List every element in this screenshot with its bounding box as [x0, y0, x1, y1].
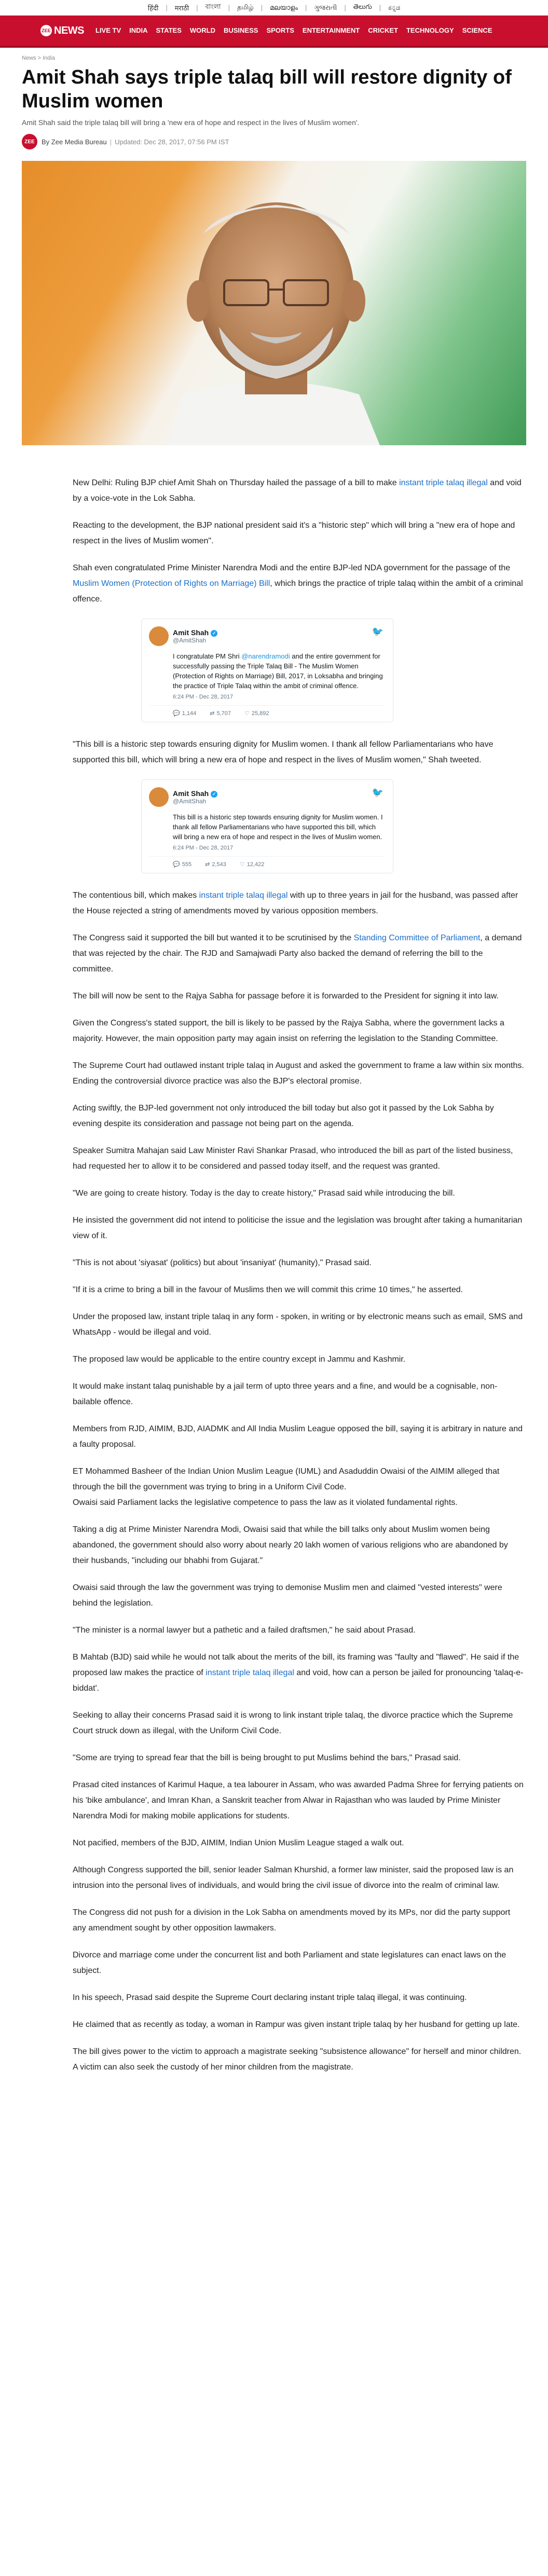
article-paragraph: Owaisi said through the law the government was trying to demonise Muslim men and claimed "vested interests" were behind the legislation.: [73, 1583, 502, 1608]
article-paragraph: "The minister is a normal lawyer but a pathetic and a failed draftsmen," he said about Prasad.: [73, 1626, 416, 1635]
breadcrumb-section[interactable]: India: [43, 55, 55, 61]
author-name[interactable]: By Zee Media Bureau: [42, 138, 107, 146]
nav-menu: [91, 15, 497, 47]
article-link[interactable]: instant triple talaq illegal: [199, 891, 288, 900]
article-paragraph: Seeking to allay their concerns Prasad said it is wrong to link instant triple talaq, the divorce practice which the Supreme Court struck down as illegal, with the Uniform Civil Code.: [73, 1711, 513, 1735]
nav-item-business[interactable]: BUSINESS: [223, 26, 258, 34]
tweet-mention-link[interactable]: @narendramodi: [241, 652, 290, 660]
tweet-like[interactable]: ♡ 12,422: [239, 861, 265, 868]
article-paragraph: The contentious bill, which makes instant triple talaq illegal with up to three years in jail for the husband, was passed after the House rejected a string of amendments moved by various opposition members.: [73, 891, 518, 915]
reply-icon: 💬: [173, 861, 180, 868]
site-logo[interactable]: [40, 25, 84, 37]
heart-icon: ♡: [239, 861, 245, 868]
reply-icon: 💬: [173, 710, 180, 717]
nav-item-technology[interactable]: TECHNOLOGY: [406, 26, 454, 34]
article-paragraph: New Delhi: Ruling BJP chief Amit Shah on Thursday hailed the passage of a bill to make instant triple talaq illegal and void by a voice-vote in the Lok Sabha.: [73, 478, 522, 503]
language-link[interactable]: తెలుగు: [353, 3, 372, 10]
hero-image: [22, 161, 526, 445]
tweet-reply[interactable]: 💬 555: [173, 861, 192, 868]
tweet-handle[interactable]: @AmitShah: [173, 637, 207, 644]
retweet-icon: ⇄: [210, 710, 215, 717]
article-paragraph: It would make instant talaq punishable by a jail term of upto three years and a fine, and would be a cognisable, non-bailable offence.: [73, 1382, 498, 1406]
updated-timestamp: Updated: Dec 28, 2017, 07:56 PM IST: [115, 138, 229, 146]
nav-item-world[interactable]: WORLD: [189, 26, 215, 34]
embedded-tweet[interactable]: [141, 779, 393, 873]
tweet-actions: [149, 856, 383, 868]
breadcrumb-home[interactable]: News: [22, 55, 36, 61]
article-paragraph: Shah even congratulated Prime Minister Narendra Modi and the entire BJP-led NDA government for the passage of the Muslim Women (Protection of Rights on Marriage) Bill, which brings the practice of triple talaq within the ambit of a criminal offence.: [73, 564, 523, 604]
tweet-timestamp[interactable]: 6:24 PM - Dec 28, 2017: [173, 694, 234, 700]
article-paragraph: The Congress said it supported the bill but wanted it to be scrutinised by the Standing Committee of Parliament, a demand that was rejected by the chair. The RJD and Samajwadi Party also backed the demand of referring the bill to the committee.: [73, 934, 522, 974]
article-paragraph: ET Mohammed Basheer of the Indian Union Muslim League (IUML) and Asaduddin Owaisi of the AIMIM alleged that through the bill the government was trying to bring in a Uniform Civil Code.: [73, 1467, 500, 1491]
tweet-reply[interactable]: 💬 1,144: [173, 710, 197, 717]
article-paragraph: He claimed that as recently as today, a woman in Rampur was given instant triple talaq by her husband for getting up late.: [73, 2020, 520, 2029]
language-link[interactable]: മലയാളം: [270, 3, 298, 11]
article-paragraph: Prasad cited instances of Karimul Haque, a tea labourer in Assam, who was awarded Padma Shree for ferrying patients on his 'bike ambulance', and Imran Khan, a Sanskrit teacher from Alwar in Rajasthan who was lauded by Prime Minister Narendra Modi for making mobile applications for students.: [73, 1780, 524, 1820]
author-avatar: ZEE: [22, 134, 37, 149]
nav-item-sports[interactable]: SPORTS: [266, 26, 294, 34]
language-link[interactable]: ગુજરાતી: [314, 3, 337, 11]
retweet-icon: ⇄: [205, 861, 210, 868]
article-paragraph: "If it is a crime to bring a bill in the favour of Muslims then we will commit this crime 10 times," he asserted.: [73, 1285, 463, 1294]
article-paragraph: The Congress did not push for a division in the Lok Sabha on amendments moved by its MPs, nor did the party support any amendment sought by other opposition lawmakers.: [73, 1908, 511, 1933]
language-link[interactable]: தமிழ்: [237, 3, 254, 11]
article-paragraph: Taking a dig at Prime Minister Narendra Modi, Owaisi said that while the bill talks only about Muslim women being abandoned, the government should also worry about nearly 20 lakh women of various religions who are abandoned by their husbands, "including our bhabhi from Gujarat.": [73, 1525, 508, 1565]
byline: ZEE By Zee Media Bureau | Updated: Dec 28, 2017, 07:56 PM IST: [22, 134, 526, 149]
top-navigation: [0, 16, 548, 48]
tweet-handle[interactable]: @AmitShah: [173, 798, 207, 805]
nav-item-science[interactable]: SCIENCE: [462, 26, 492, 34]
language-link[interactable]: ಕನ್ನಡ: [388, 3, 401, 11]
tweet-text: This bill is a historic step towards ensuring dignity for Muslim women. I thank all fellow Parliamentarians who have supported this bill, which will bring a new era of hope and respect in the lives of Muslim women.: [173, 813, 383, 841]
tweet-avatar[interactable]: [149, 626, 169, 646]
article-link[interactable]: instant triple talaq illegal: [206, 1668, 294, 1677]
twitter-bird-icon[interactable]: 🐦: [372, 626, 383, 637]
article-paragraph: The bill will now be sent to the Rajya Sabha for passage before it is forwarded to the President for signing it into law.: [73, 992, 499, 1001]
twitter-bird-icon[interactable]: 🐦: [372, 787, 383, 798]
article-paragraph: Divorce and marriage come under the concurrent list and both Parliament and state legislatures can enact laws on the subject.: [73, 1951, 506, 1975]
tweet-retweet[interactable]: ⇄ 5,707: [210, 710, 231, 717]
tweet-retweet[interactable]: ⇄ 2,543: [205, 861, 226, 868]
article-paragraph: Owaisi said Parliament lacks the legislative competence to pass the law as it violated fundamental rights.: [73, 1498, 458, 1507]
language-link[interactable]: मराठी: [174, 4, 189, 12]
nav-item-entertainment[interactable]: ENTERTAINMENT: [302, 26, 360, 34]
article-paragraph: The bill gives power to the victim to approach a magistrate seeking "subsistence allowance" for herself and minor children. A victim can also seek the custody of her minor children from the magistrate.: [73, 2047, 522, 2072]
tweet-avatar[interactable]: [149, 787, 169, 807]
tweet-text: I congratulate PM Shri @narendramodi and the entire government for successfully passing the Triple Talaq Bill - The Muslim Women (Protection of Rights on Marriage) Bill, 2017, in Loksabha and bringing the practice of Triple Talaq within the ambit of criminal offence.: [173, 652, 383, 690]
article-paragraph: Given the Congress's stated support, the bill is likely to be passed by the Rajya Sabha, where the government lacks a majority. However, the main opposition party may again insist on referring the legislation to the Standing Committee.: [73, 1019, 504, 1043]
article-paragraph: Members from RJD, AIMIM, BJD, AIADMK and All India Muslim League opposed the bill, saying it is arbitrary in nature and a faulty proposal.: [73, 1424, 523, 1449]
article-link[interactable]: instant triple talaq illegal: [399, 478, 488, 487]
article-paragraph: "Some are trying to spread fear that the bill is being brought to put Muslims behind the bars," Prasad said.: [73, 1753, 461, 1762]
article-paragraph: "This bill is a historic step towards ensuring dignity for Muslim women. I thank all fellow Parliamentarians who have supported this bill, which will bring a new era of hope and respect in the lives of Muslim women," Shah tweeted.: [73, 740, 494, 764]
nav-item-states[interactable]: STATES: [156, 26, 182, 34]
logo-badge: ZEE: [40, 25, 52, 36]
article-paragraph: The Supreme Court had outlawed instant triple talaq in August and asked the government to frame a law within six months. Ending the controversial divorce practice was also the BJP's electoral promise.: [73, 1061, 524, 1086]
tweet-timestamp[interactable]: 6:24 PM - Dec 28, 2017: [173, 845, 234, 851]
language-link[interactable]: हिंदी: [147, 4, 159, 12]
article-paragraph: B Mahtab (BJD) said while he would not talk about the merits of the bill, its framing was "faulty and "flawed". He said if the proposed law makes the practice of instant triple talaq illegal and void, how can a person be jailed for pronouncing 'talaq-e-biddat'.: [73, 1653, 524, 1693]
tweet-author-name[interactable]: Amit Shah: [173, 789, 209, 798]
article-paragraph: Although Congress supported the bill, senior leader Salman Khurshid, a former law minister, said the proposed law is an intrusion into the personal lives of individuals, and would bring the civil issue of divorce into the realm of criminal law.: [73, 1866, 514, 1890]
logo-text: NEWS: [54, 24, 84, 36]
article-body: [73, 475, 548, 2075]
article-paragraph: "This is not about 'siyasat' (politics) but about 'insaniyat' (humanity)," Prasad said.: [73, 1258, 372, 1267]
article-paragraph: The proposed law would be applicable to the entire country except in Jammu and Kashmir.: [73, 1355, 406, 1364]
verified-icon: ✓: [211, 630, 217, 637]
nav-item-india[interactable]: INDIA: [129, 26, 148, 34]
language-link[interactable]: বাংলা: [205, 3, 221, 10]
article-paragraph: Reacting to the development, the BJP national president said it's a "historic step" which will bring a "new era of hope and respect in the lives of Muslim women".: [73, 521, 515, 545]
article-paragraph: Acting swiftly, the BJP-led government not only introduced the bill today but also got it passed by the Lok Sabha by evening despite its consideration and passage not being part on the agenda.: [73, 1104, 494, 1128]
embedded-tweet[interactable]: [141, 619, 393, 722]
nav-item-cricket[interactable]: CRICKET: [368, 26, 398, 34]
hero-portrait-illustration: [22, 161, 526, 445]
language-bar: हिंदी | मराठी | বাংলা | தமிழ் | മലയാളം | ગુજરાતી | తెలుగు | ಕನ್ನಡ: [0, 0, 548, 16]
article-paragraph: Not pacified, members of the BJD, AIMIM, Indian Union Muslim League staged a walk out.: [73, 1839, 404, 1847]
article-paragraph: "We are going to create history. Today is the day to create history," Prasad said while introducing the bill.: [73, 1189, 455, 1198]
tweet-actions: [149, 705, 383, 717]
article-link[interactable]: Muslim Women (Protection of Rights on Marriage) Bill: [73, 579, 270, 588]
article-paragraph: Speaker Sumitra Mahajan said Law Minister Ravi Shankar Prasad, who introduced the bill as part of the listed business, had requested her to allow it to be considered and passed today itself, and the request was granted.: [73, 1146, 513, 1171]
breadcrumb-separator: >: [37, 55, 42, 61]
tweet-author-name[interactable]: Amit Shah: [173, 628, 209, 637]
article-link[interactable]: Standing Committee of Parliament: [353, 934, 481, 942]
article-summary: Amit Shah said the triple talaq bill will bring a 'new era of hope and respect in the lives of Muslim women'.: [22, 118, 360, 127]
nav-item-live-tv[interactable]: LIVE TV: [95, 26, 121, 34]
article-paragraph: He insisted the government did not intend to politicise the issue and the legislation was brought after taking a humanitarian view of it.: [73, 1216, 523, 1240]
breadcrumb: [22, 55, 526, 61]
verified-icon: ✓: [211, 791, 217, 798]
page-title: Amit Shah says triple talaq bill will restore dignity of Muslim women: [22, 66, 512, 112]
heart-icon: ♡: [244, 710, 250, 717]
article-paragraph: In his speech, Prasad said despite the Supreme Court declaring instant triple talaq illegal, it was continuing.: [73, 1993, 467, 2002]
tweet-like[interactable]: ♡ 25,892: [244, 710, 269, 717]
article-paragraph: Under the proposed law, instant triple talaq in any form - spoken, in writing or by electronic means such as email, SMS and WhatsApp - would be illegal and void.: [73, 1312, 523, 1337]
